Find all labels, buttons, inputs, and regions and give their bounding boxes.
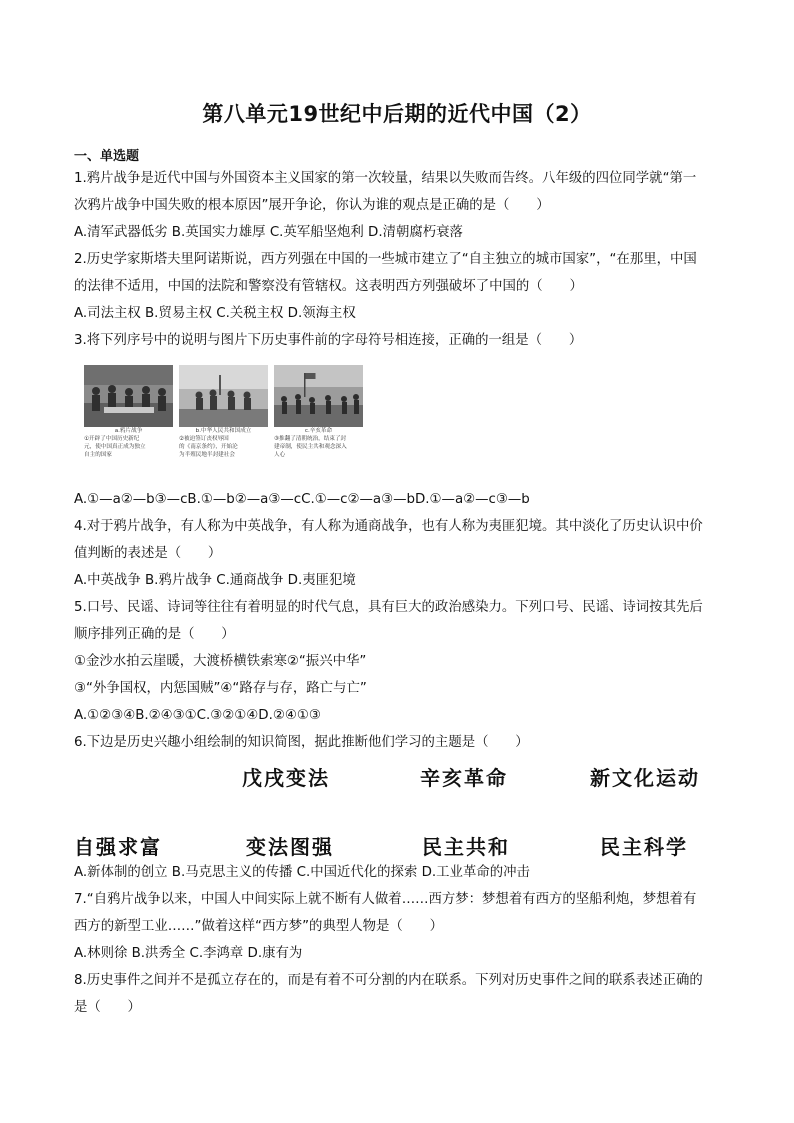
question-7-options: A.林则徐 B.洪秀全 C.李鸿章 D.康有为 xyxy=(74,946,303,961)
question-6-text: 6.下边是历史兴趣小组绘制的知识简图，据此推断他们学习的主题是（ ） xyxy=(74,735,529,750)
question-3-options: A.①—a②—b③—cB.①—b②—a③—cC.①—c②—a③—bD.①—a②—c③—b xyxy=(74,492,530,507)
question-5-options: A.①②③④B.②④③①C.③②①④D.②④①③ xyxy=(74,708,321,723)
question-8-text-line-1: 8.历史事件之间并不是孤立存在的，而是有着不可分割的内在联系。下列对历史事件之间的联系表述正确的 xyxy=(74,973,703,988)
question-6-options: A.新体制的创立 B.马克思主义的传播 C.中国近代化的探索 D.工业革命的冲击 xyxy=(74,865,530,880)
caption-b-line: ②被迫签订丧权辱国 xyxy=(179,436,229,442)
caption-a-line: 自主的国家 xyxy=(84,452,112,458)
diagram-label-democratic-republic: 民主共和 xyxy=(422,835,510,859)
caption-c-line: ③推翻了清朝统治，结束了封 xyxy=(274,436,347,442)
question-7-text-line-2: 西方的新型工业……”做着这样“西方梦”的典型人物是（ ） xyxy=(74,919,443,934)
photo-xinhai-revolution xyxy=(274,365,363,427)
caption-c-line: 人心 xyxy=(274,452,286,458)
caption-a-line: 元，使中国真正成为独立 xyxy=(84,444,146,450)
photo-opium-war xyxy=(84,365,173,427)
caption-a-line: ①开辟了中国历史新纪 xyxy=(84,436,140,442)
question-1-text-line-2: 次鸦片战争中国失败的根本原因”展开争论，你认为谁的观点是正确的是（ ） xyxy=(74,198,550,213)
question-4-text-line-1: 4.对于鸦片战争，有人称为中英战争，有人称为通商战争，也有人称为夷匪犯境。其中淡化了历史认识中价 xyxy=(74,519,703,534)
section-heading: 一、单选题 xyxy=(74,149,140,164)
diagram-label-xinhai-revolution: 辛亥革命 xyxy=(420,766,508,790)
caption-b-line: 的《南京条约》，开始沦 xyxy=(179,444,238,450)
caption-a xyxy=(84,427,173,475)
question-1-text-line-1: 1.鸦片战争是近代中国与外国资本主义国家的第一次较量，结果以失败而告终。八年级的四位同学就“第一 xyxy=(74,171,697,186)
caption-c xyxy=(274,427,363,475)
question-5-text-line-1: 5.口号、民谣、诗词等往往有着明显的时代气息，具有巨大的政治感染力。下列口号、民谣、诗词按其先后 xyxy=(74,600,703,615)
diagram-label-wuxu-reform: 戊戌变法 xyxy=(242,766,330,790)
question-4-text-line-2: 值判断的表述是（ ） xyxy=(74,546,222,561)
caption-a-head: a.鸦片战争 xyxy=(114,428,143,434)
question-5-item-line-2: ③“外争国权，内惩国贼”④“路存与存，路亡与亡” xyxy=(74,681,367,696)
question-2-text-line-1: 2.历史学家斯塔夫里阿诺斯说，西方列强在中国的一些城市建立了“自主独立的城市国家”，“在那里，中国 xyxy=(74,252,697,267)
question-5-text-line-2: 顺序排列正确的是（ ） xyxy=(74,627,235,642)
page-title: 第八单元19世纪中后期的近代中国（2） xyxy=(202,102,592,126)
diagram-label-new-culture-movement: 新文化运动 xyxy=(590,766,700,790)
question-3-figure xyxy=(84,365,364,458)
diagram-label-democracy-science: 民主科学 xyxy=(600,835,688,859)
question-5-item-line-1: ①金沙水拍云崖暖，大渡桥横铁索寒②“振兴中华” xyxy=(74,654,367,669)
question-3-text: 3.将下列序号中的说明与图片下历史事件前的字母符号相连接，正确的一组是（ ） xyxy=(74,333,583,348)
caption-b xyxy=(179,427,268,475)
question-1-options: A.清军武器低劣 B.英国实力雄厚 C.英军船坚炮利 D.清朝腐朽衰落 xyxy=(74,225,463,240)
diagram-label-self-strengthening: 自强求富 xyxy=(74,835,162,859)
question-2-text-line-2: 的法律不适用，中国的法院和警察没有管辖权。这表明西方列强破坏了中国的（ ） xyxy=(74,279,583,294)
diagram-label-reform-strengthening: 变法图强 xyxy=(246,835,334,859)
photo-founding-ceremony xyxy=(179,365,268,427)
question-7-text-line-1: 7.“自鸦片战争以来，中国人中间实际上就不断有人做着……西方梦：梦想着有西方的坚船利炮，梦想着有 xyxy=(74,892,697,907)
caption-c-line: 建帝制，使民主共和观念深入 xyxy=(274,444,347,450)
question-8-text-line-2: 是（ ） xyxy=(74,1000,141,1015)
caption-b-head: b.中华人民共和国成立 xyxy=(195,428,252,434)
question-4-options: A.中英战争 B.鸦片战争 C.通商战争 D.夷匪犯境 xyxy=(74,573,356,588)
question-2-options: A.司法主权 B.贸易主权 C.关税主权 D.领海主权 xyxy=(74,306,356,321)
caption-c-head: c.辛亥革命 xyxy=(304,428,333,434)
caption-b-line: 为半殖民地半封建社会 xyxy=(179,452,235,458)
